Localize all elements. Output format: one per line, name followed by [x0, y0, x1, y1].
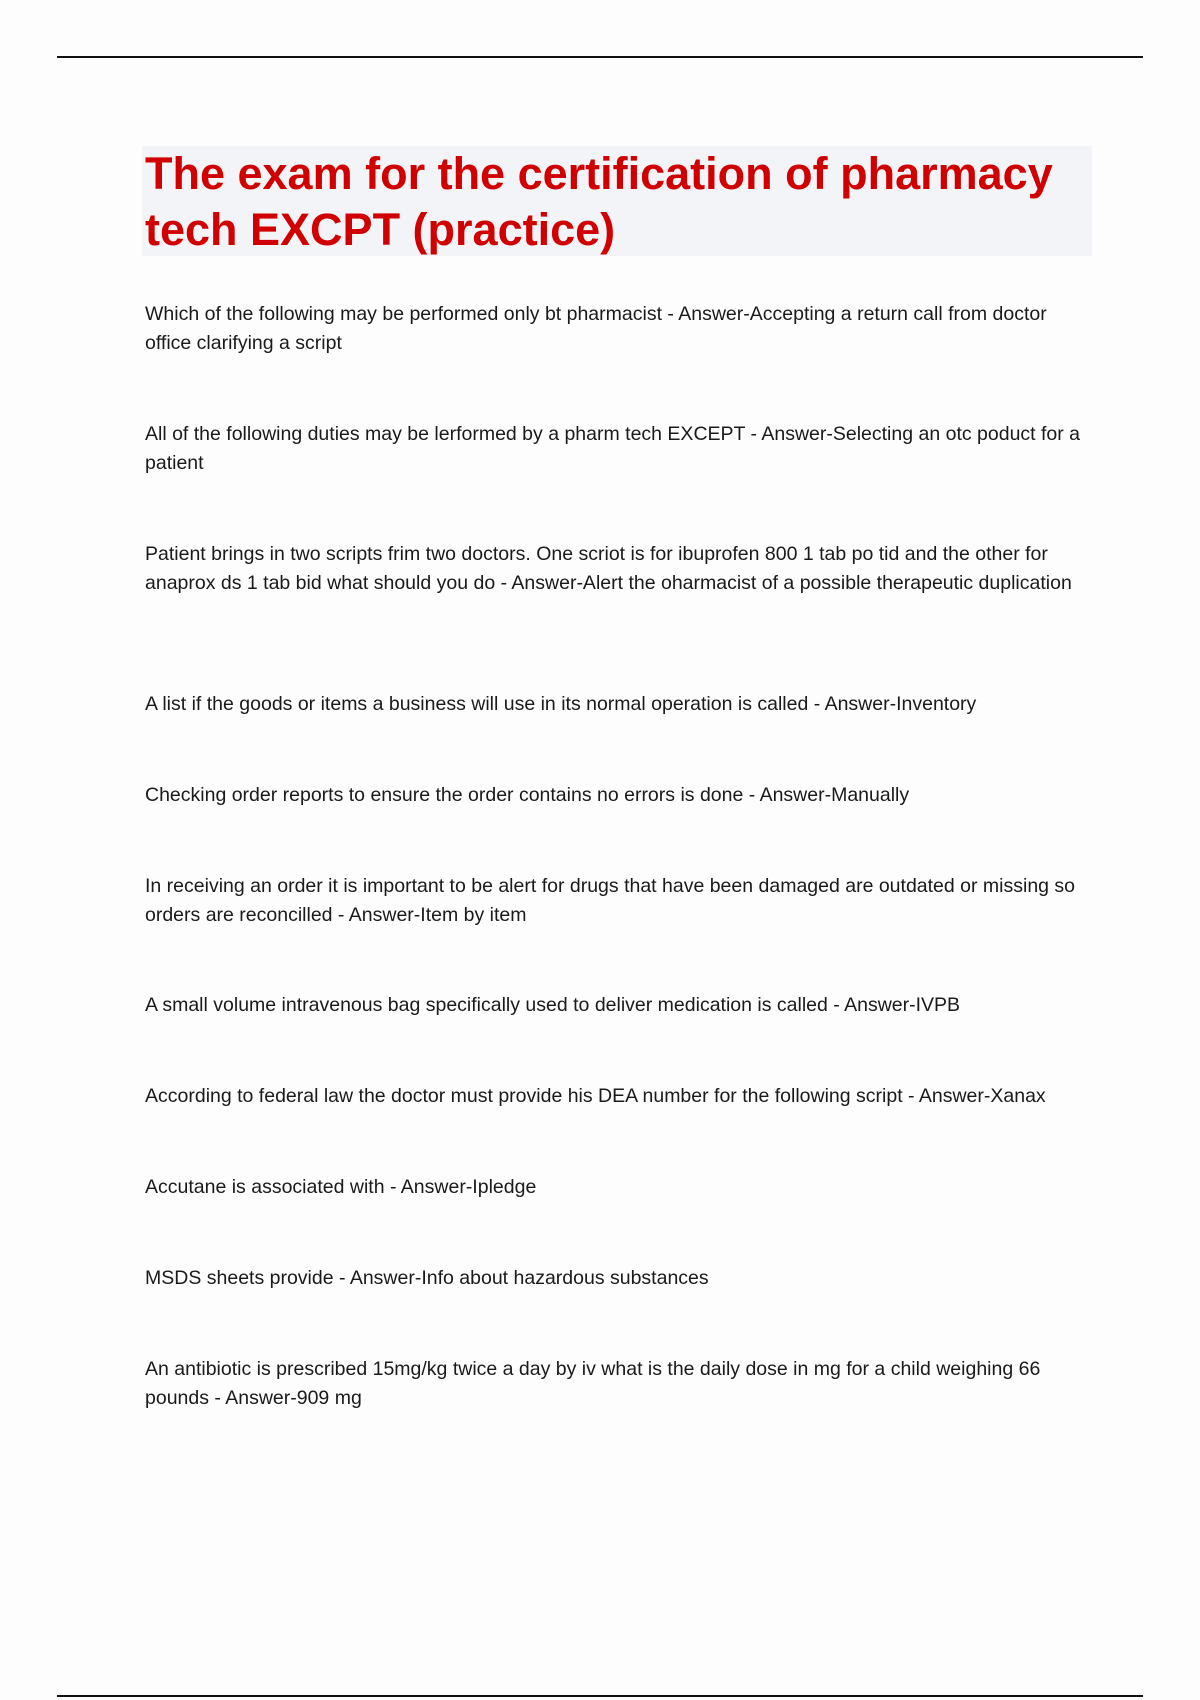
- qa-item-5: Checking order reports to ensure the order contains no errors is done - Answer-Manually: [145, 784, 910, 806]
- qa-item-4: A list if the goods or items a business will use in its normal operation is called - Answer-Inventory: [145, 693, 977, 715]
- footer-rule: [57, 1695, 1143, 1697]
- header-rule: [57, 56, 1143, 58]
- qa-item-3: Patient brings in two scripts frim two doctors. One scriot is for ibuprofen 800 1 tab po tid and the other for anaprox ds 1 tab bid what should you do - Answer-Alert the oharmacist of a possible therapeutic duplication: [145, 543, 1072, 594]
- qa-item-2: All of the following duties may be lerformed by a pharm tech EXCEPT - Answer-Selecting an otc poduct for a patient: [145, 423, 1081, 474]
- qa-item-10: MSDS sheets provide - Answer-Info about hazardous substances: [145, 1267, 709, 1289]
- qa-item-11: An antibiotic is prescribed 15mg/kg twice a day by iv what is the daily dose in mg for a child weighing 66 pounds - Answer-909 mg: [145, 1358, 1041, 1409]
- qa-item-6: In receiving an order it is important to be alert for drugs that have been damaged are outdated or missing so orders are reconcilled - Answer-Item by item: [145, 875, 1076, 926]
- page-title: The exam for the certification of pharmacy tech EXCPT (practice): [145, 148, 1053, 255]
- qa-item-9: Accutane is associated with - Answer-Ipledge: [145, 1176, 537, 1198]
- qa-item-1: Which of the following may be performed only bt pharmacist - Answer-Accepting a return call from doctor office clarifying a script: [145, 303, 1047, 354]
- qa-item-7: A small volume intravenous bag specifically used to deliver medication is called - Answer-IVPB: [145, 994, 961, 1016]
- qa-item-8: According to federal law the doctor must provide his DEA number for the following script - Answer-Xanax: [145, 1085, 1046, 1107]
